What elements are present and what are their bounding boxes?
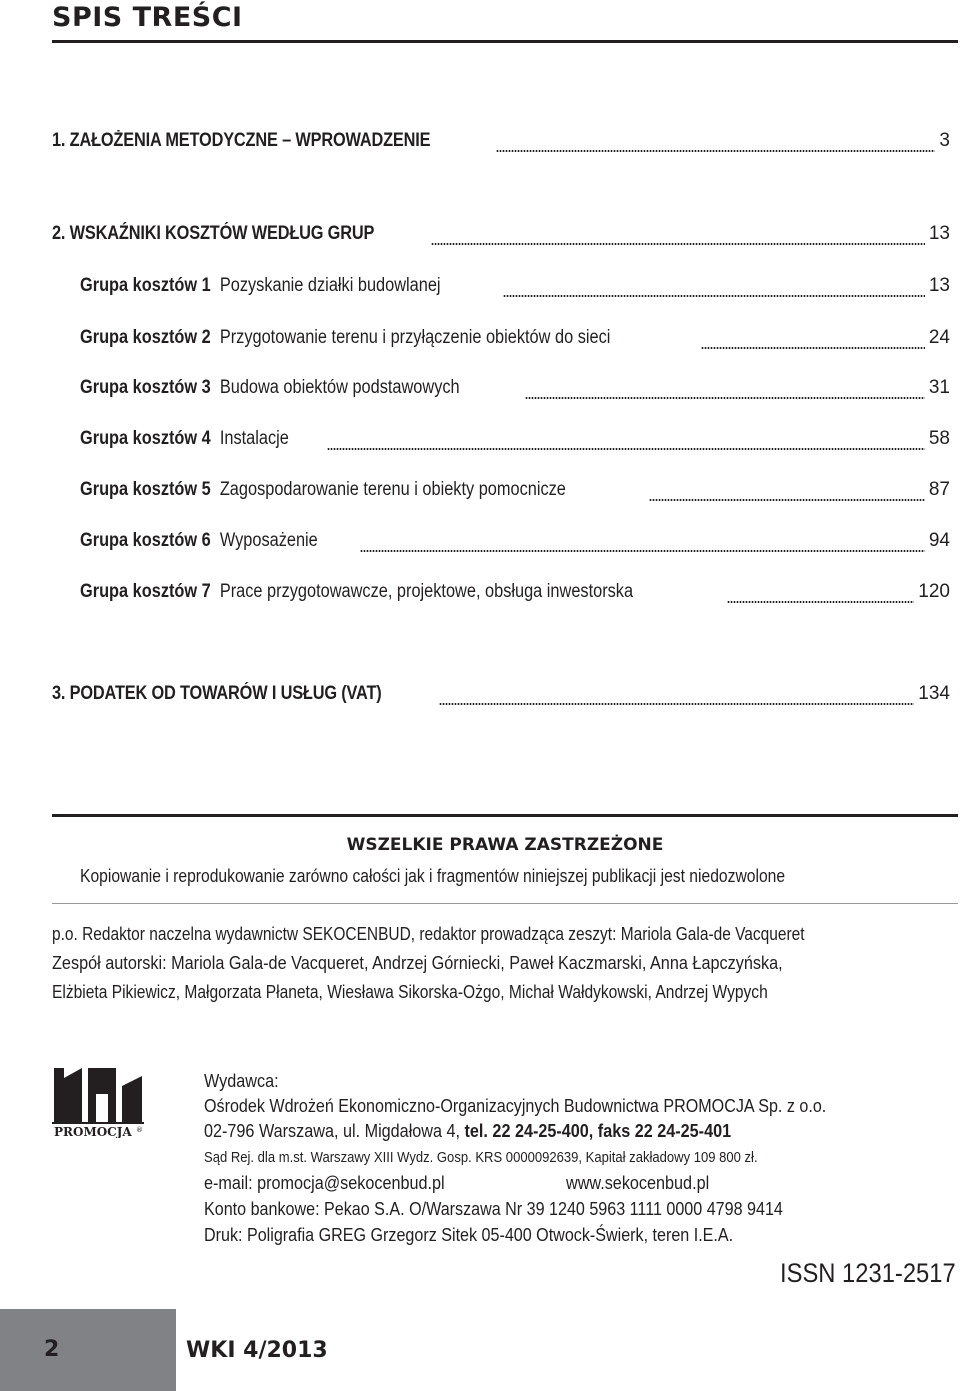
group-title: Przygotowanie terenu i przyłączenie obiektów do sieci [219,327,611,348]
toc-entry-group-5[interactable] [0,479,960,509]
group-number: Grupa kosztów 5 [80,479,211,500]
dot-leader [496,149,935,153]
registry-info: Sąd Rej. dla m.st. Warszawy XIII Wydz. Gosp. KRS 0000092639, Kapitał zakładowy 109 800 zł. [204,1150,758,1166]
issue-label: WKI 4/2013 [186,1338,328,1363]
toc-page-number: 94 [928,530,950,551]
group-title: Zagospodarowanie terenu i obiekty pomocnicze [219,479,566,500]
registered-mark: ® [136,1126,143,1134]
divider-bottom [52,903,958,904]
logo-text: PROMOCJA [54,1125,132,1138]
authors-line: Elżbieta Pikiewicz, Małgorzata Płaneta, Wiesława Sikorska-Ożgo, Michał Wałdykowski, Andrzej Wypych [52,982,768,1002]
toc-entry-group-2[interactable] [0,327,960,357]
promocja-logo [52,1066,144,1138]
bank-account: Konto bankowe: Pekao S.A. O/Warszawa Nr 39 1240 5963 1111 0000 4798 9414 [204,1199,783,1219]
issn-number: ISSN 1231-2517 [780,1258,956,1288]
dot-leader [649,498,925,502]
printer-info: Druk: Poligrafia GREG Grzegorz Sitek 05-400 Otwock-Świerk, teren I.E.A. [204,1225,734,1245]
editor-line: p.o. Redaktor naczelna wydawnictw SEKOCENBUD, redaktor prowadząca zeszyt: Mariola Gala-de Vacqueret [52,924,805,944]
group-number: Grupa kosztów 2 [80,327,211,348]
toc-label: 2. WSKAŹNIKI KOSZTÓW WEDŁUG GRUP [52,223,375,244]
toc-entry-section-3[interactable] [0,683,960,713]
publisher-address [204,1121,731,1142]
dot-leader [701,346,925,350]
divider-top [52,814,958,817]
website-link[interactable]: www.sekocenbud.pl [566,1173,710,1193]
dot-leader [727,600,914,604]
publisher-label: Wydawca: [204,1071,279,1091]
group-number: Grupa kosztów 7 [80,581,211,602]
toc-entry-group-7[interactable] [0,581,960,611]
page-number: 2 [44,1337,60,1362]
dot-leader [439,702,914,706]
rights-heading: WSZELKIE PRAWA ZASTRZEŻONE [346,835,664,855]
address-text: 02-796 Warszawa, ul. Migdałowa 4, [204,1121,465,1141]
phone-numbers: tel. 22 24-25-400, faks 22 24-25-401 [464,1121,732,1141]
rights-notice: Kopiowanie i reprodukowanie zarówno całości jak i fragmentów niniejszej publikacji jest niedozwolone [80,866,786,886]
title-underline [52,40,958,43]
toc-page-number: 13 [928,223,950,244]
group-number: Grupa kosztów 4 [80,428,211,449]
toc-page-number: 120 [918,581,950,602]
group-title: Instalacje [219,428,289,449]
toc-page-number: 3 [939,130,950,151]
toc-page-number: 87 [928,479,950,500]
dot-leader [360,549,924,553]
group-title: Pozyskanie działki budowlanej [219,275,441,296]
dot-leader [327,447,925,451]
toc-entry-group-4[interactable] [0,428,960,458]
toc-page-number: 31 [928,377,950,398]
group-number: Grupa kosztów 1 [80,275,211,296]
authors-line: Zespół autorski: Mariola Gala-de Vacqueret, Andrzej Górniecki, Paweł Kaczmarski, Anna Łapczyńska, [52,953,783,973]
toc-page-number: 58 [928,428,950,449]
toc-entry-section-1[interactable] [0,130,960,160]
dot-leader [503,294,925,298]
toc-entry-group-3[interactable] [0,377,960,407]
toc-entry-section-2[interactable] [0,223,960,253]
page-number-box [0,1309,176,1391]
email-link[interactable]: e-mail: promocja@sekocenbud.pl [204,1173,445,1193]
page-title: SPIS TREŚCI [52,2,243,33]
dot-leader [525,396,924,400]
toc-entry-group-6[interactable] [0,530,960,560]
toc-page-number: 134 [918,683,950,704]
group-title: Wyposażenie [219,530,318,551]
group-number: Grupa kosztów 6 [80,530,211,551]
group-title: Budowa obiektów podstawowych [219,377,460,398]
toc-page-number: 24 [928,327,950,348]
toc-entry-group-1[interactable] [0,275,960,305]
dot-leader [431,242,925,246]
toc-label: 3. PODATEK OD TOWARÓW I USŁUG (VAT) [52,683,382,704]
toc-page-number: 13 [928,275,950,296]
publisher-name: Ośrodek Wdrożeń Ekonomiczno-Organizacyjnych Budownictwa PROMOCJA Sp. z o.o. [204,1096,827,1116]
toc-label: 1. ZAŁOŻENIA METODYCZNE – WPROWADZENIE [52,130,431,151]
group-number: Grupa kosztów 3 [80,377,211,398]
group-title: Prace przygotowawcze, projektowe, obsługa inwestorska [219,581,634,602]
